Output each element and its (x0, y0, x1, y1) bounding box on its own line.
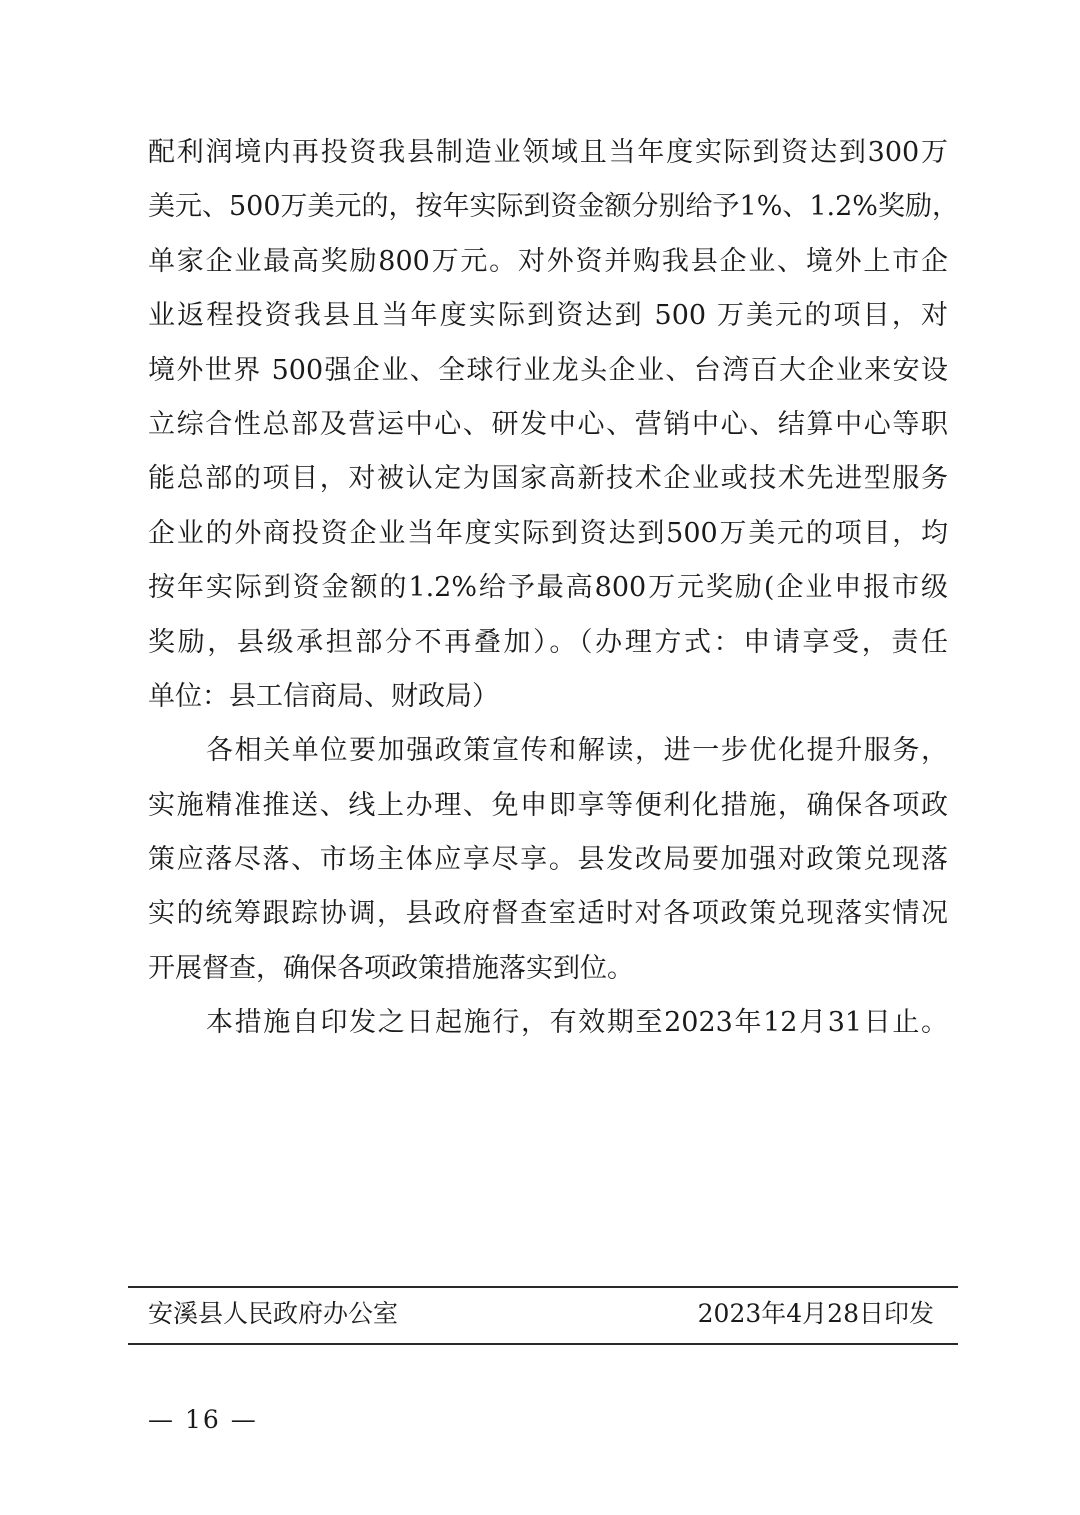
paragraph-1-line-3: 单家企业最高奖励800万元。对外资并购我县企业、境外上市企 (148, 245, 948, 277)
paragraph-1-line-5: 境外世界 500强企业、全球行业龙头企业、台湾百大企业来安设 (148, 354, 948, 386)
paragraph-1-line-11: 单位：县工信商局、财政局） (148, 680, 499, 712)
paragraph-1-line-4: 业返程投资我县且当年度实际到资达到 500 万美元的项目，对 (148, 300, 948, 332)
paragraph-2-line-4: 实的统筹跟踪协调，县政府督查室适时对各项政策兑现落实情况 (148, 898, 948, 930)
paragraph-1-line-9: 按年实际到资金额的1.2%给予最高800万元奖励(企业申报市级 (148, 572, 948, 604)
paragraph-1-line-6: 立综合性总部及营运中心、研发中心、营销中心、结算中心等职 (148, 408, 948, 440)
paragraph-2-line-1: 各相关单位要加强政策宣传和解读，进一步优化提升服务， (206, 735, 948, 767)
paragraph-1-line-10: 奖励，县级承担部分不再叠加）。（办理方式：申请享受，责任 (148, 626, 948, 658)
paragraph-2-line-5: 开展督查，确保各项政策措施落实到位。 (148, 952, 634, 984)
footer-top-divider (128, 1286, 958, 1288)
issue-date: 2023年4月28日印发 (697, 1299, 934, 1328)
document-body (148, 126, 959, 1051)
paragraph-1-line-1: 配利润境内再投资我县制造业领域且当年度实际到资达到300万 (148, 137, 948, 168)
paragraph-2-line-3: 策应落尽落、市场主体应享尽享。县发改局要加强对政策兑现落 (148, 844, 948, 876)
page-number: — 16 — (148, 1405, 258, 1434)
paragraph-1-line-2: 美元、500万美元的，按年实际到资金额分别给予1%、1.2%奖励， (148, 191, 959, 223)
footer-bottom-divider (128, 1343, 958, 1345)
paragraph-1-line-8: 企业的外商投资企业当年度实际到资达到500万美元的项目，均 (148, 517, 948, 549)
paragraph-3-line-1: 本措施自印发之日起施行，有效期至2023年12月31日止。 (206, 1007, 948, 1039)
issuer-name: 安溪县人民政府办公室 (148, 1299, 399, 1328)
paragraph-2-line-2: 实施精准推送、线上办理、免申即享等便利化措施，确保各项政 (148, 789, 948, 821)
paragraph-1-line-7: 能总部的项目，对被认定为国家高新技术企业或技术先进型服务 (148, 463, 948, 495)
